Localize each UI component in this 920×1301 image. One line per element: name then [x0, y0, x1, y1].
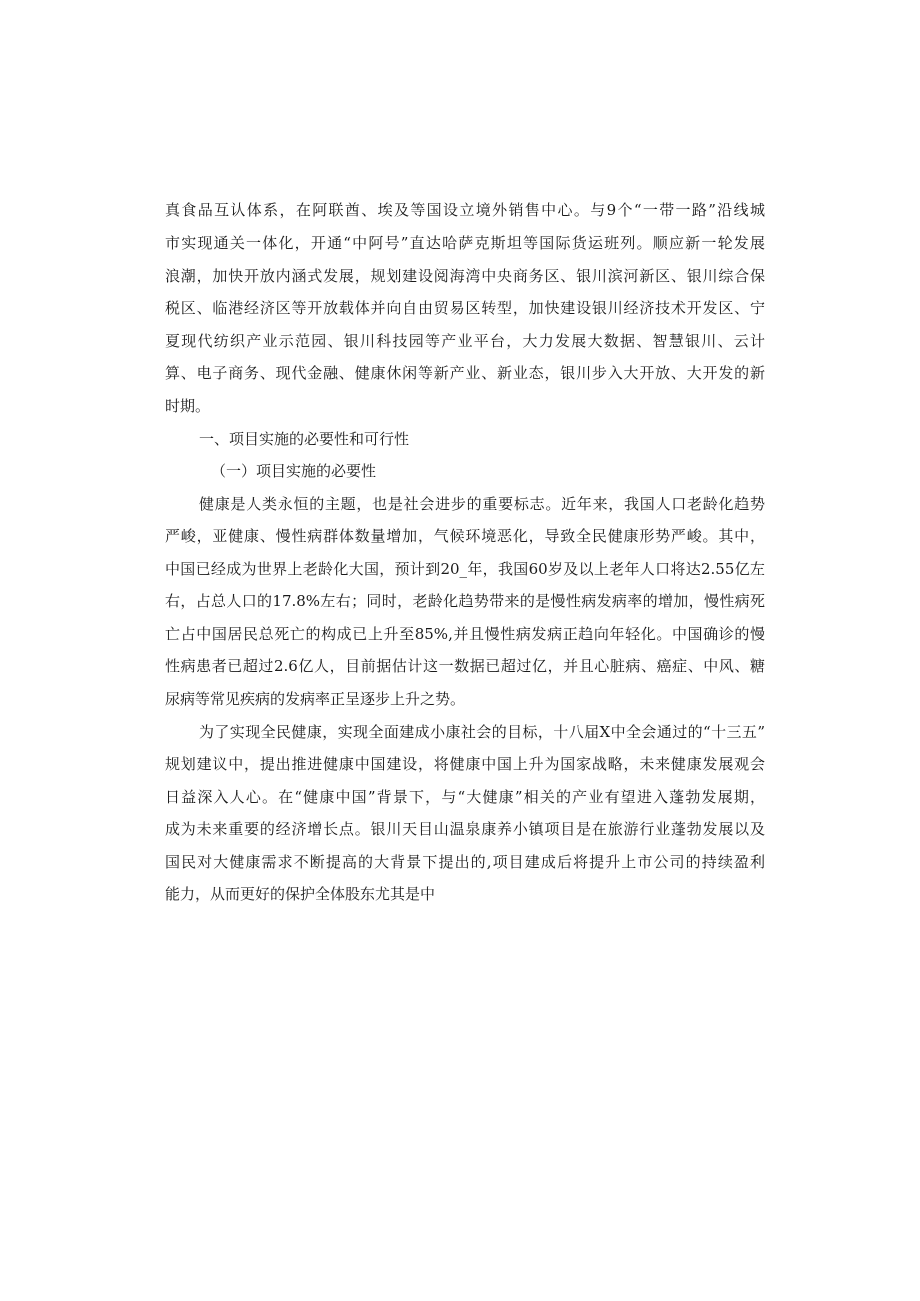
paragraph-3-line: 日益深入人心。在“健康中国”背景下，与“大健康”相关的产业有望进入蓬勃发展期，	[165, 788, 765, 806]
paragraph-2-line: 性病患者已超过2.6亿人，目前据估计这一数据已超过亿，并且心脏病、癌症、中风、糖	[165, 657, 765, 675]
paragraph-1-line: 夏现代纺织产业示范园、银川科技园等产业平台，大力发展大数据、智慧银川、云计	[165, 332, 765, 350]
paragraph-3-line: 为了实现全民健康，实现全面建成小康社会的目标，十八届X中全会通过的“十三五”	[199, 723, 765, 741]
paragraph-2-line: 中国已经成为世界上老龄化大国，预计到20_年，我国60岁及以上老年人口将达2.55亿左	[165, 560, 765, 578]
paragraph-1-line: 浪潮，加快开放内涵式发展，规划建设阅海湾中央商务区、银川滨河新区、银川综合保	[165, 267, 765, 285]
paragraph-2-line: 亡占中国居民总死亡的构成已上升至85%,并且慢性病发病正趋向年轻化。中国确诊的慢	[165, 625, 765, 643]
paragraph-1-line: 市实现通关一体化，开通“中阿号”直达哈萨克斯坦等国际货运班列。顺应新一轮发展	[165, 234, 765, 252]
section-heading: 一、项目实施的必要性和可行性	[199, 430, 410, 448]
paragraph-1-line: 真食品互认体系，在阿联酋、埃及等国设立境外销售中心。与9个“一带一路”沿线城	[165, 201, 765, 219]
paragraph-1-line: 税区、临港经济区等开放载体并向自由贸易区转型，加快建设银川经济技术开发区、宁	[165, 299, 765, 317]
paragraph-3-line: 能力，从而更好的保护全体股东尤其是中	[165, 885, 436, 903]
paragraph-2-line: 健康是人类永恒的主题，也是社会进步的重要标志。近年来，我国人口老龄化趋势	[199, 495, 765, 513]
paragraph-3-line: 成为未来重要的经济增长点。银川天目山温泉康养小镇项目是在旅游行业蓬勃发展以及	[165, 820, 765, 838]
paragraph-3-line: 国民对大健康需求不断提高的大背景下提出的,项目建成后将提升上市公司的持续盈利	[165, 853, 765, 871]
paragraph-2-line: 右，占总人口的17.8%左右；同时，老龄化趋势带来的是慢性病发病率的增加，慢性病死	[165, 592, 765, 610]
paragraph-2-line: 严峻，亚健康、慢性病群体数量增加，气候环境恶化，导致全民健康形势严峻。其中，	[165, 527, 765, 545]
paragraph-1-line: 算、电子商务、现代金融、健康休闲等新产业、新业态，银川步入大开放、大开发的新	[165, 364, 765, 382]
subsection-heading: （一）项目实施的必要性	[211, 462, 377, 480]
paragraph-2-line: 尿病等常见疾病的发病率正呈逐步上升之势。	[165, 690, 466, 708]
paragraph-3-line: 规划建议中，提出推进健康中国建设，将健康中国上升为国家战略，未来健康发展观会	[165, 755, 765, 773]
paragraph-1-line: 时期。	[165, 397, 211, 415]
